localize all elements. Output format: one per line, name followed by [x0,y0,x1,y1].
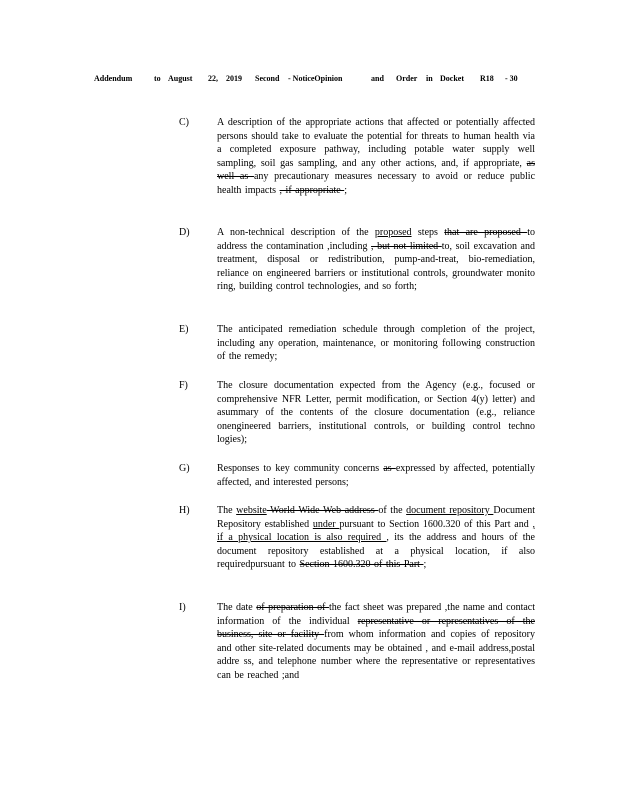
text-segment: The [217,505,237,516]
header-page-number: - 30 [505,74,518,83]
item-text [217,601,535,683]
item-e [179,323,539,364]
header-in: in [426,74,433,83]
item-text [217,323,535,364]
deleted-text: of preparation of [256,602,329,613]
text-segment: ; [423,559,427,571]
item-letter: C) [179,117,189,128]
header-second: Second [255,74,280,83]
text-segment: Responses to key community concerns [217,463,384,474]
header-year: 2019 [226,74,242,83]
header-addendum: Addendum [94,74,133,83]
item-h [179,504,539,572]
inserted-text: document repository [406,505,494,516]
item-letter: F) [179,380,188,391]
deleted-text: World Wide Web address [266,505,379,516]
deleted-text: that are proposed [444,227,528,238]
text-segment: A description of the appropriate actions that affected or potentially affected persons should take to evaluate the potential for threats to human health via a completed exposure pathway, including potable water supply well sampling, soil gas sampling, and any other actions, and, if appropriate, [217,117,535,169]
deleted-text: as [383,463,396,474]
text-segment: The closure documentation expected from the Agency (e.g., focused or comprehensive NFR Letter, permit modification, or Section 4(y) letter) and asummary of the contents of the closure documentation (e.g., reliance onengineered barriers, institutional controls, or building control techno logies); [217,380,535,446]
item-text [217,379,535,447]
inserted-text: website [236,505,267,516]
deleted-text: , but not limited [371,240,442,252]
header-r18: R18 [480,74,494,83]
item-letter: I) [179,602,186,613]
text-segment: of the [378,505,407,516]
inserted-text: proposed [374,227,412,238]
text-segment: A non-technical description of the [217,227,375,238]
text-segment: steps [411,227,445,238]
item-text [217,504,535,572]
item-letter: H) [179,505,190,516]
text-segment: ; [344,184,347,196]
item-text [217,462,535,489]
header-order: Order [396,74,418,83]
inserted-text: , if a physical location is also required [217,518,535,544]
deleted-text: as well as [217,157,535,183]
text-segment: expressed by affected, potentially affected, and interested persons; [217,463,535,488]
header-month: August [168,74,193,83]
deleted-text: , if appropriate [279,184,345,196]
header-day: 22, [208,74,218,83]
item-letter: G) [179,463,190,474]
text-segment: any precautionary measures necessary to avoid or reduce public health impacts [217,171,536,196]
item-g [179,462,539,489]
deleted-text: Section 1600.320 of this Part [299,559,424,571]
page-header [0,74,618,88]
deleted-text: representative or representatives of the business, site or facility [217,615,535,641]
item-text [217,116,535,198]
inserted-text: under [312,518,340,530]
header-to: to [154,74,161,83]
text-segment: the fact sheet was prepared ,the name and contact information of the individual [217,602,536,627]
text-segment: Document Repository established [217,505,536,530]
header-and: and [371,74,384,83]
item-f [179,379,539,447]
text-segment: pursuant to Section 1600.320 of this Part and [339,518,533,530]
header-docket: Docket [440,74,464,83]
item-i [179,601,539,683]
item-letter: E) [179,324,189,335]
item-c [179,116,539,198]
item-letter: D) [179,227,190,238]
text-segment: to, soil excavation and treatment, disposal or redistribution, pump-and-treat, bio-remediation, reliance on engineered barriers or institutional controls, groundwater monito ring, building control technologies, and so forth; [217,240,535,293]
item-text [217,226,535,294]
header-notice: - NoticeOpinion [288,74,343,83]
item-d [179,226,539,294]
text-segment: , its the address and hours of the document repository established at a physical location, if also requiredpursuant to [217,532,535,571]
text-segment: The anticipated remediation schedule through completion of the project, including any operation, maintenance, or monitoring following construction of the remedy; [217,324,535,363]
text-segment: from whom information and copies of repository and other site-related documents may be obtained , and e-mail address,postal addre ss, and telephone number where the representative or representatives can be reached ;and [217,629,535,681]
text-segment: The date [217,602,257,613]
text-segment: to address the contamination ,including [217,227,535,252]
